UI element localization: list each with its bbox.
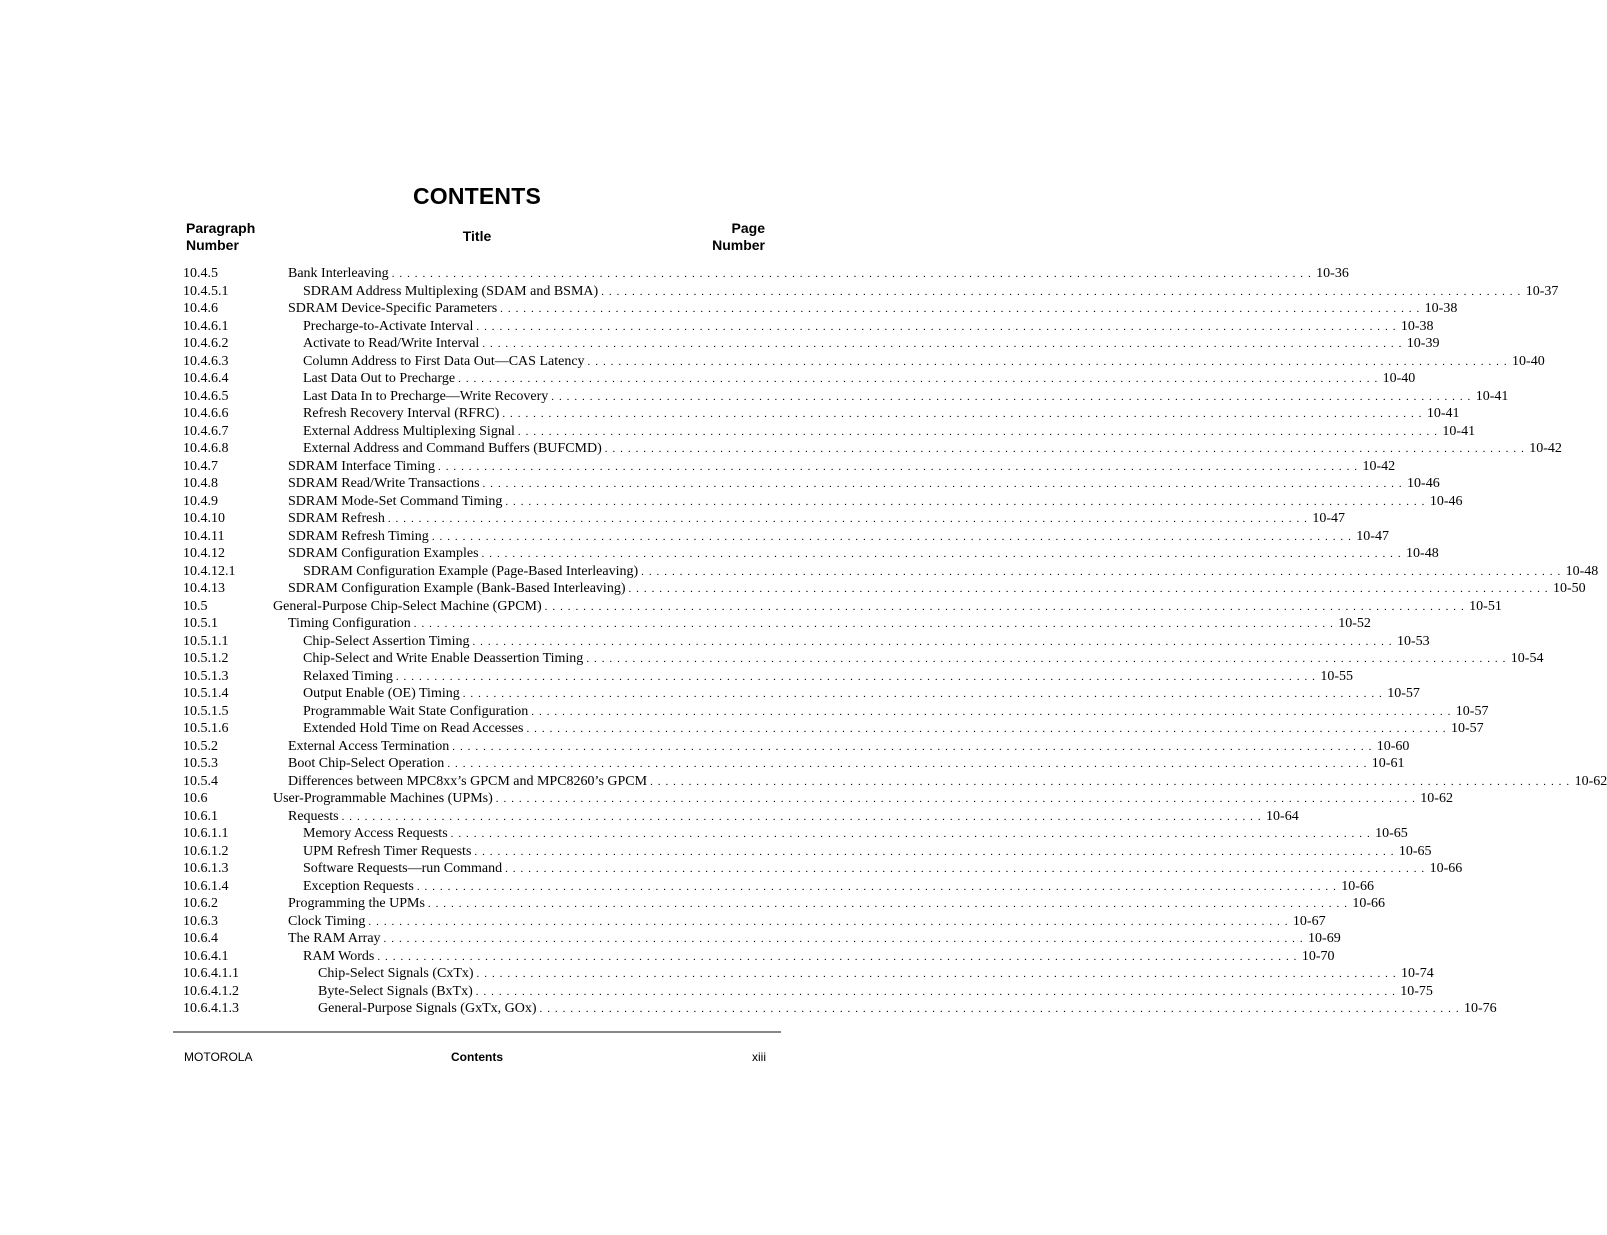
section-title: Relaxed Timing: [303, 668, 393, 684]
toc-entry: [183, 685, 1420, 703]
toc-entry-body: [303, 423, 1476, 442]
paragraph-number: 10.5: [183, 598, 208, 614]
section-title: Extended Hold Time on Read Accesses: [303, 721, 524, 736]
toc-entry-body: [303, 720, 1484, 739]
dot-leader: . . . . . . . . . . . . . . . . . . . . . . . . . . . . . . . . . . . . . . . . . . . . . . . . . . . . . . . . . . . . . . . . . . . . . . . . . . . . . . . . . . . . . . . . . . . . . . . . . . . . . . . . . . . . . . . . . . . . . . . .: [427, 898, 1349, 910]
page-number: 10-52: [1338, 616, 1371, 631]
toc-entry-body: [288, 458, 1396, 477]
toc-entry: [183, 563, 1599, 581]
toc-entry-body: [303, 563, 1599, 582]
section-title: Boot Chip-Select Operation: [288, 756, 445, 771]
toc-entry: [183, 983, 1433, 1001]
toc-entry: [183, 703, 1489, 721]
section-title: SDRAM Refresh Timing: [288, 528, 429, 544]
section-title: Chip-Select Signals (CxTx): [318, 966, 474, 981]
paragraph-number: 10.5.4: [183, 773, 218, 789]
paragraph-number: 10.6.1.1: [183, 826, 229, 841]
paragraph-number: 10.6.4.1.1: [183, 966, 239, 981]
dot-leader: . . . . . . . . . . . . . . . . . . . . . . . . . . . . . . . . . . . . . . . . . . . . . . . . . . . . . . . . . . . . . . . . . . . . . . . . . . . . . . . . . . . . . . . . . . . . . . . . . . . . . . . . . . . . . . . . . . . . . . . .: [462, 688, 1383, 700]
toc-entry-body: [303, 318, 1434, 337]
toc-entry-body: [288, 300, 1458, 319]
toc-entry: [183, 913, 1326, 931]
toc-entry: [183, 825, 1408, 843]
toc-entry: [183, 650, 1544, 668]
section-title: Clock Timing: [288, 913, 366, 929]
toc-entry-body: [303, 283, 1559, 302]
dot-leader: . . . . . . . . . . . . . . . . . . . . . . . . . . . . . . . . . . . . . . . . . . . . . . . . . . . . . . . . . . . . . . . . . . . . . . . . . . . . . . . . . . . . . . . . . . . . . . . . . . . . . . . . . . . . . . . . . . . . . . . .: [452, 740, 1373, 753]
section-title: Programming the UPMs: [288, 896, 425, 911]
page-title: CONTENTS: [412, 183, 542, 209]
toc-entry: [183, 773, 1607, 791]
toc-entry-body: [303, 335, 1440, 354]
page-number: 10-47: [1312, 511, 1345, 526]
paragraph-number: 10.4.9: [183, 493, 218, 509]
page-number: 10-75: [1400, 983, 1433, 999]
dot-leader: . . . . . . . . . . . . . . . . . . . . . . . . . . . . . . . . . . . . . . . . . . . . . . . . . . . . . . . . . . . . . . . . . . . . . . . . . . . . . . . . . . . . . . . . . . . . . . . . . . . . . . . . . . . . . . . . . . . . . . . .: [447, 758, 1368, 770]
section-title: General-Purpose Signals (GxTx, GOx): [318, 1001, 537, 1016]
section-title: Chip-Select Assertion Timing: [303, 633, 470, 649]
toc-entry: [183, 843, 1432, 861]
dot-leader: . . . . . . . . . . . . . . . . . . . . . . . . . . . . . . . . . . . . . . . . . . . . . . . . . . . . . . . . . . . . . . . . . . . . . . . . . . . . . . . . . . . . . . . . . . . . . . . . . . . . . . . . . . . . . . . . . . . . . . . .: [502, 408, 1423, 420]
paragraph-number: 10.4.12: [183, 546, 225, 561]
dot-leader: . . . . . . . . . . . . . . . . . . . . . . . . . . . . . . . . . . . . . . . . . . . . . . . . . . . . . . . . . . . . . . . . . . . . . . . . . . . . . . . . . . . . . . . . . . . . . . . . . . . . . . . . . . . . . . . . . . . . . . . .: [650, 775, 1571, 788]
dot-leader: . . . . . . . . . . . . . . . . . . . . . . . . . . . . . . . . . . . . . . . . . . . . . . . . . . . . . . . . . . . . . . . . . . . . . . . . . . . . . . . . . . . . . . . . . . . . . . . . . . . . . . . . . . . . . . . . . . . . . . . .: [551, 390, 1472, 403]
paragraph-number: 10.4.6.8: [183, 441, 229, 456]
dot-leader: . . . . . . . . . . . . . . . . . . . . . . . . . . . . . . . . . . . . . . . . . . . . . . . . . . . . . . . . . . . . . . . . . . . . . . . . . . . . . . . . . . . . . . . . . . . . . . . . . . . . . . . . . . . . . . . . . . . . . . . .: [413, 618, 1334, 630]
page-number: 10-62: [1420, 791, 1453, 806]
paragraph-number: 10.5.1.3: [183, 668, 229, 684]
toc-entry: [183, 353, 1545, 371]
page-number: 10-76: [1464, 1001, 1497, 1016]
toc-entry-body: [288, 755, 1405, 774]
page-number: 10-48: [1565, 563, 1599, 579]
toc-entry-body: [303, 878, 1374, 897]
section-title: Differences between MPC8xx’s GPCM and MPC8260’s GPCM: [288, 773, 648, 789]
dot-leader: . . . . . . . . . . . . . . . . . . . . . . . . . . . . . . . . . . . . . . . . . . . . . . . . . . . . . . . . . . . . . . . . . . . . . . . . . . . . . . . . . . . . . . . . . . . . . . . . . . . . . . . . . . . . . . . . . . . . . . . .: [517, 425, 1439, 438]
dot-leader: . . . . . . . . . . . . . . . . . . . . . . . . . . . . . . . . . . . . . . . . . . . . . . . . . . . . . . . . . . . . . . . . . . . . . . . . . . . . . . . . . . . . . . . . . . . . . . . . . . . . . . . . . . . . . . . . . . . . . . . .: [431, 530, 1352, 543]
dot-leader: . . . . . . . . . . . . . . . . . . . . . . . . . . . . . . . . . . . . . . . . . . . . . . . . . . . . . . . . . . . . . . . . . . . . . . . . . . . . . . . . . . . . . . . . . . . . . . . . . . . . . . . . . . . . . . . . . . . . . . . .: [395, 670, 1317, 683]
paragraph-number: 10.6.4.1.3: [183, 1001, 239, 1016]
dot-leader: . . . . . . . . . . . . . . . . . . . . . . . . . . . . . . . . . . . . . . . . . . . . . . . . . . . . . . . . . . . . . . . . . . . . . . . . . . . . . . . . . . . . . . . . . . . . . . . . . . . . . . . . . . . . . . . . . . . . . . . .: [481, 548, 1402, 560]
toc-entry: [183, 423, 1476, 441]
page-number: 10-36: [1316, 266, 1349, 281]
dot-leader: . . . . . . . . . . . . . . . . . . . . . . . . . . . . . . . . . . . . . . . . . . . . . . . . . . . . . . . . . . . . . . . . . . . . . . . . . . . . . . . . . . . . . . . . . . . . . . . . . . . . . . . . . . . . . . . . . . . . . . . .: [341, 810, 1262, 823]
page-number: 10-55: [1320, 668, 1354, 684]
dot-leader: . . . . . . . . . . . . . . . . . . . . . . . . . . . . . . . . . . . . . . . . . . . . . . . . . . . . . . . . . . . . . . . . . . . . . . . . . . . . . . . . . . . . . . . . . . . . . . . . . . . . . . . . . . . . . . . . . . . . . . . .: [495, 793, 1416, 805]
paragraph-number: 10.5.1.1: [183, 633, 229, 649]
toc-entry: [183, 948, 1335, 966]
section-title: SDRAM Mode-Set Command Timing: [288, 493, 503, 509]
section-title: Last Data Out to Precharge: [303, 371, 456, 386]
paragraph-number: 10.4.6.7: [183, 423, 229, 439]
page-number: 10-57: [1450, 721, 1484, 736]
toc-entry-body: [303, 650, 1544, 669]
page-number: 10-41: [1442, 423, 1476, 439]
toc-entry: [183, 370, 1416, 388]
paragraph-number: 10.4.6.2: [183, 336, 229, 351]
toc-entry: [183, 860, 1463, 878]
page-number: 10-62: [1574, 773, 1607, 789]
page-number: 10-53: [1396, 633, 1430, 649]
toc-entry-body: [318, 1000, 1497, 1019]
dot-leader: . . . . . . . . . . . . . . . . . . . . . . . . . . . . . . . . . . . . . . . . . . . . . . . . . . . . . . . . . . . . . . . . . . . . . . . . . . . . . . . . . . . . . . . . . . . . . . . . . . . . . . . . . . . . . . . . . . . . . . . .: [601, 285, 1522, 298]
dot-leader: . . . . . . . . . . . . . . . . . . . . . . . . . . . . . . . . . . . . . . . . . . . . . . . . . . . . . . . . . . . . . . . . . . . . . . . . . . . . . . . . . . . . . . . . . . . . . . . . . . . . . . . . . . . . . . . . . . . . . . . .: [450, 828, 1371, 840]
page-number: 10-41: [1426, 406, 1460, 421]
toc-entry: [183, 738, 1410, 756]
page-number: 10-42: [1362, 458, 1396, 474]
section-title: Programmable Wait State Configuration: [303, 703, 529, 719]
page-number: 10-65: [1398, 843, 1432, 859]
paragraph-number: 10.6.1.2: [183, 843, 229, 859]
dot-leader: . . . . . . . . . . . . . . . . . . . . . . . . . . . . . . . . . . . . . . . . . . . . . . . . . . . . . . . . . . . . . . . . . . . . . . . . . . . . . . . . . . . . . . . . . . . . . . . . . . . . . . . . . . . . . . . . . . . . . . . .: [628, 583, 1549, 595]
section-title: Exception Requests: [303, 878, 414, 894]
section-title: Byte-Select Signals (BxTx): [318, 983, 473, 999]
section-title: SDRAM Interface Timing: [288, 458, 435, 474]
toc-entry-body: [288, 265, 1349, 284]
dot-leader: . . . . . . . . . . . . . . . . . . . . . . . . . . . . . . . . . . . . . . . . . . . . . . . . . . . . . . . . . . . . . . . . . . . . . . . . . . . . . . . . . . . . . . . . . . . . . . . . . . . . . . . . . . . . . . . . . . . . . . . .: [641, 565, 1562, 578]
toc-entry-body: [303, 685, 1420, 704]
toc-entry: [183, 388, 1509, 406]
page-number: 10-66: [1341, 878, 1374, 894]
section-title: Timing Configuration: [288, 616, 411, 631]
paragraph-number: 10.4.6.4: [183, 371, 229, 386]
page-number: 10-46: [1429, 493, 1463, 509]
page-number: 10-51: [1469, 598, 1502, 614]
page-number: 10-50: [1552, 581, 1586, 596]
toc-entry-body: [303, 353, 1545, 372]
toc-entry: [183, 633, 1430, 651]
dot-leader: . . . . . . . . . . . . . . . . . . . . . . . . . . . . . . . . . . . . . . . . . . . . . . . . . . . . . . . . . . . . . . . . . . . . . . . . . . . . . . . . . . . . . . . . . . . . . . . . . . . . . . . . . . . . . . . . . . . . . . . .: [544, 600, 1465, 613]
footer-publisher: MOTOROLA: [184, 1050, 253, 1064]
toc-entry-body: [273, 598, 1502, 617]
paragraph-number: 10.5.1.4: [183, 686, 229, 701]
page-number: 10-70: [1301, 948, 1335, 964]
toc-entry-body: [288, 615, 1371, 634]
toc-entry: [183, 720, 1484, 738]
toc-entry-body: [303, 860, 1463, 879]
toc-entry: [183, 668, 1354, 686]
toc-entry: [183, 300, 1458, 318]
toc-entry-body: [288, 773, 1607, 792]
dot-leader: . . . . . . . . . . . . . . . . . . . . . . . . . . . . . . . . . . . . . . . . . . . . . . . . . . . . . . . . . . . . . . . . . . . . . . . . . . . . . . . . . . . . . . . . . . . . . . . . . . . . . . . . . . . . . . . . . . . . . . . .: [500, 303, 1421, 315]
header-label: Paragraph: [186, 220, 256, 236]
paragraph-number: 10.4.6.6: [183, 406, 229, 421]
section-title: Chip-Select and Write Enable Deassertion Timing: [303, 651, 584, 666]
page-number: 10-54: [1510, 651, 1544, 666]
toc-entry: [183, 878, 1374, 896]
toc-entry-body: [303, 668, 1354, 687]
paragraph-number: 10.5.1.5: [183, 703, 229, 719]
page-number: 10-61: [1371, 756, 1405, 771]
paragraph-number: 10.4.6.5: [183, 388, 229, 404]
toc-entry-body: [288, 738, 1410, 757]
toc-entry-body: [303, 633, 1430, 652]
paragraph-number: 10.4.13: [183, 581, 225, 596]
paragraph-number: 10.4.7: [183, 458, 218, 474]
footer-page-number: xiii: [752, 1050, 766, 1064]
paragraph-number: 10.4.8: [183, 476, 218, 491]
toc-entry-body: [303, 825, 1408, 844]
section-title: General-Purpose Chip-Select Machine (GPCM): [273, 598, 542, 614]
page-number: 10-41: [1475, 388, 1509, 404]
page-number: 10-38: [1424, 301, 1458, 316]
header-label: Number: [186, 237, 239, 253]
toc-entry: [183, 790, 1453, 808]
paragraph-number: 10.6.1: [183, 808, 218, 824]
section-title: Bank Interleaving: [288, 266, 389, 281]
page-number: 10-46: [1407, 476, 1440, 491]
page-number: 10-66: [1352, 896, 1386, 911]
toc-entry: [183, 930, 1341, 948]
page-number: 10-57: [1387, 686, 1420, 701]
toc-entry-body: [318, 983, 1433, 1002]
toc-entry: [183, 808, 1299, 826]
section-title: SDRAM Configuration Example (Page-Based Interleaving): [303, 563, 639, 579]
page-number: 10-69: [1308, 931, 1341, 946]
page-number: 10-38: [1400, 318, 1434, 334]
footer-divider: [173, 1031, 781, 1033]
toc-entry-body: [288, 895, 1386, 914]
section-title: SDRAM Read/Write Transactions: [288, 476, 480, 491]
toc-entry: [183, 755, 1405, 773]
table-of-contents: [183, 265, 1607, 1018]
dot-leader: . . . . . . . . . . . . . . . . . . . . . . . . . . . . . . . . . . . . . . . . . . . . . . . . . . . . . . . . . . . . . . . . . . . . . . . . . . . . . . . . . . . . . . . . . . . . . . . . . . . . . . . . . . . . . . . . . . . . . . . .: [505, 863, 1426, 875]
toc-entry-body: [288, 913, 1326, 932]
page-number: 10-60: [1376, 738, 1410, 754]
section-title: RAM Words: [303, 948, 375, 964]
dot-leader: . . . . . . . . . . . . . . . . . . . . . . . . . . . . . . . . . . . . . . . . . . . . . . . . . . . . . . . . . . . . . . . . . . . . . . . . . . . . . . . . . . . . . . . . . . . . . . . . . . . . . . . . . . . . . . . . . . . . . . . .: [539, 1003, 1460, 1015]
toc-entry-body: [318, 965, 1434, 984]
page-number: 10-47: [1356, 528, 1389, 544]
section-title: UPM Refresh Timer Requests: [303, 843, 472, 859]
toc-entry-body: [303, 440, 1562, 459]
toc-entry-body: [303, 405, 1460, 424]
page-number: 10-42: [1529, 441, 1562, 456]
page-number: 10-74: [1401, 966, 1434, 981]
toc-entry-body: [288, 493, 1463, 512]
dot-leader: . . . . . . . . . . . . . . . . . . . . . . . . . . . . . . . . . . . . . . . . . . . . . . . . . . . . . . . . . . . . . . . . . . . . . . . . . . . . . . . . . . . . . . . . . . . . . . . . . . . . . . . . . . . . . . . . . . . . . . . .: [383, 933, 1304, 945]
section-title: Refresh Recovery Interval (RFRC): [303, 406, 500, 421]
section-title: External Address Multiplexing Signal: [303, 423, 515, 439]
dot-leader: . . . . . . . . . . . . . . . . . . . . . . . . . . . . . . . . . . . . . . . . . . . . . . . . . . . . . . . . . . . . . . . . . . . . . . . . . . . . . . . . . . . . . . . . . . . . . . . . . . . . . . . . . . . . . . . . . . . . . . . .: [391, 268, 1312, 280]
toc-entry: [183, 580, 1586, 598]
section-title: User-Programmable Machines (UPMs): [273, 791, 493, 806]
page-number: 10-67: [1292, 913, 1326, 929]
toc-entry: [183, 545, 1439, 563]
toc-entry: [183, 440, 1562, 458]
toc-entry-body: [303, 843, 1432, 862]
section-title: Precharge-to-Activate Interval: [303, 318, 474, 334]
paragraph-number: 10.4.5.1: [183, 283, 229, 299]
header-label: Number: [712, 237, 765, 253]
dot-leader: . . . . . . . . . . . . . . . . . . . . . . . . . . . . . . . . . . . . . . . . . . . . . . . . . . . . . . . . . . . . . . . . . . . . . . . . . . . . . . . . . . . . . . . . . . . . . . . . . . . . . . . . . . . . . . . . . . . . . . . .: [476, 968, 1397, 980]
dot-leader: . . . . . . . . . . . . . . . . . . . . . . . . . . . . . . . . . . . . . . . . . . . . . . . . . . . . . . . . . . . . . . . . . . . . . . . . . . . . . . . . . . . . . . . . . . . . . . . . . . . . . . . . . . . . . . . . . . . . . . . .: [505, 495, 1426, 508]
toc-entry: [183, 405, 1460, 423]
paragraph-number: 10.6.1.4: [183, 878, 229, 894]
toc-entry-body: [288, 475, 1440, 494]
page-number: 10-40: [1382, 371, 1416, 386]
page-number: 10-39: [1406, 336, 1440, 351]
section-title: Software Requests—run Command: [303, 861, 503, 876]
section-title: SDRAM Configuration Example (Bank-Based Interleaving): [288, 581, 626, 596]
dot-leader: . . . . . . . . . . . . . . . . . . . . . . . . . . . . . . . . . . . . . . . . . . . . . . . . . . . . . . . . . . . . . . . . . . . . . . . . . . . . . . . . . . . . . . . . . . . . . . . . . . . . . . . . . . . . . . . . . . . . . . . .: [526, 723, 1447, 735]
toc-entry: [183, 598, 1502, 616]
toc-entry-body: [288, 510, 1345, 529]
paragraph-number: 10.6: [183, 791, 208, 806]
paragraph-number: 10.4.6: [183, 301, 218, 316]
section-title: SDRAM Configuration Examples: [288, 546, 479, 561]
dot-leader: . . . . . . . . . . . . . . . . . . . . . . . . . . . . . . . . . . . . . . . . . . . . . . . . . . . . . . . . . . . . . . . . . . . . . . . . . . . . . . . . . . . . . . . . . . . . . . . . . . . . . . . . . . . . . . . . . . . . . . . .: [482, 478, 1403, 490]
header-label: Page: [731, 220, 765, 236]
section-title: SDRAM Refresh: [288, 511, 385, 526]
section-title: External Access Termination: [288, 738, 450, 754]
paragraph-number: 10.4.11: [183, 528, 225, 544]
section-title: The RAM Array: [288, 931, 381, 946]
toc-entry: [183, 265, 1349, 283]
toc-entry-body: [288, 580, 1586, 599]
paragraph-number: 10.6.1.3: [183, 861, 229, 876]
toc-entry: [183, 528, 1389, 546]
toc-entry: [183, 283, 1559, 301]
page-number: 10-65: [1375, 826, 1408, 841]
toc-entry: [183, 318, 1434, 336]
toc-entry-body: [273, 790, 1453, 809]
toc-entry-body: [288, 545, 1439, 564]
toc-entry: [183, 1000, 1497, 1018]
dot-leader: . . . . . . . . . . . . . . . . . . . . . . . . . . . . . . . . . . . . . . . . . . . . . . . . . . . . . . . . . . . . . . . . . . . . . . . . . . . . . . . . . . . . . . . . . . . . . . . . . . . . . . . . . . . . . . . . . . . . . . . .: [586, 653, 1507, 665]
page-number: 10-48: [1406, 546, 1439, 561]
page-number: 10-66: [1429, 861, 1463, 876]
dot-leader: . . . . . . . . . . . . . . . . . . . . . . . . . . . . . . . . . . . . . . . . . . . . . . . . . . . . . . . . . . . . . . . . . . . . . . . . . . . . . . . . . . . . . . . . . . . . . . . . . . . . . . . . . . . . . . . . . . . . . . . .: [368, 915, 1289, 928]
dot-leader: . . . . . . . . . . . . . . . . . . . . . . . . . . . . . . . . . . . . . . . . . . . . . . . . . . . . . . . . . . . . . . . . . . . . . . . . . . . . . . . . . . . . . . . . . . . . . . . . . . . . . . . . . . . . . . . . . . . . . . . .: [377, 950, 1298, 963]
paragraph-number: 10.5.1: [183, 616, 218, 631]
toc-entry-body: [288, 528, 1389, 547]
section-title: SDRAM Address Multiplexing (SDAM and BSMA): [303, 283, 599, 299]
page-number: 10-57: [1455, 703, 1489, 719]
paragraph-number: 10.5.1.6: [183, 721, 229, 736]
dot-leader: . . . . . . . . . . . . . . . . . . . . . . . . . . . . . . . . . . . . . . . . . . . . . . . . . . . . . . . . . . . . . . . . . . . . . . . . . . . . . . . . . . . . . . . . . . . . . . . . . . . . . . . . . . . . . . . . . . . . . . . .: [472, 635, 1393, 648]
section-title: Column Address to First Data Out—CAS Latency: [303, 353, 585, 369]
paragraph-number: 10.4.6.1: [183, 318, 229, 334]
dot-leader: . . . . . . . . . . . . . . . . . . . . . . . . . . . . . . . . . . . . . . . . . . . . . . . . . . . . . . . . . . . . . . . . . . . . . . . . . . . . . . . . . . . . . . . . . . . . . . . . . . . . . . . . . . . . . . . . . . . . . . . .: [458, 373, 1379, 385]
toc-entry-body: [303, 388, 1509, 407]
toc-entry-body: [303, 703, 1489, 722]
paragraph-number: 10.6.4.1: [183, 948, 229, 964]
paragraph-number: 10.6.4.1.2: [183, 983, 239, 999]
toc-entry: [183, 895, 1386, 913]
toc-entry: [183, 965, 1434, 983]
paragraph-number: 10.6.2: [183, 896, 218, 911]
dot-leader: . . . . . . . . . . . . . . . . . . . . . . . . . . . . . . . . . . . . . . . . . . . . . . . . . . . . . . . . . . . . . . . . . . . . . . . . . . . . . . . . . . . . . . . . . . . . . . . . . . . . . . . . . . . . . . . . . . . . . . . .: [531, 705, 1452, 718]
page-number: 10-40: [1512, 353, 1545, 369]
dot-leader: . . . . . . . . . . . . . . . . . . . . . . . . . . . . . . . . . . . . . . . . . . . . . . . . . . . . . . . . . . . . . . . . . . . . . . . . . . . . . . . . . . . . . . . . . . . . . . . . . . . . . . . . . . . . . . . . . . . . . . . .: [604, 443, 1525, 455]
dot-leader: . . . . . . . . . . . . . . . . . . . . . . . . . . . . . . . . . . . . . . . . . . . . . . . . . . . . . . . . . . . . . . . . . . . . . . . . . . . . . . . . . . . . . . . . . . . . . . . . . . . . . . . . . . . . . . . . . . . . . . . .: [475, 985, 1396, 998]
paragraph-number: 10.6.3: [183, 913, 218, 929]
paragraph-number: 10.4.10: [183, 511, 225, 526]
paragraph-number: 10.5.3: [183, 756, 218, 771]
toc-entry-body: [303, 370, 1416, 389]
paragraph-number: 10.5.1.2: [183, 651, 229, 666]
section-title: Output Enable (OE) Timing: [303, 686, 460, 701]
title-header: Title: [462, 228, 492, 244]
section-title: External Address and Command Buffers (BUFCMD): [303, 441, 602, 456]
page-number-header: [660, 220, 765, 254]
dot-leader: . . . . . . . . . . . . . . . . . . . . . . . . . . . . . . . . . . . . . . . . . . . . . . . . . . . . . . . . . . . . . . . . . . . . . . . . . . . . . . . . . . . . . . . . . . . . . . . . . . . . . . . . . . . . . . . . . . . . . . . .: [416, 880, 1337, 893]
toc-entry-body: [303, 948, 1335, 967]
dot-leader: . . . . . . . . . . . . . . . . . . . . . . . . . . . . . . . . . . . . . . . . . . . . . . . . . . . . . . . . . . . . . . . . . . . . . . . . . . . . . . . . . . . . . . . . . . . . . . . . . . . . . . . . . . . . . . . . . . . . . . . .: [438, 460, 1359, 473]
page-number: 10-37: [1525, 283, 1559, 299]
toc-entry: [183, 335, 1440, 353]
toc-entry-body: [288, 808, 1299, 827]
dot-leader: . . . . . . . . . . . . . . . . . . . . . . . . . . . . . . . . . . . . . . . . . . . . . . . . . . . . . . . . . . . . . . . . . . . . . . . . . . . . . . . . . . . . . . . . . . . . . . . . . . . . . . . . . . . . . . . . . . . . . . . .: [387, 513, 1308, 525]
dot-leader: . . . . . . . . . . . . . . . . . . . . . . . . . . . . . . . . . . . . . . . . . . . . . . . . . . . . . . . . . . . . . . . . . . . . . . . . . . . . . . . . . . . . . . . . . . . . . . . . . . . . . . . . . . . . . . . . . . . . . . . .: [476, 320, 1397, 333]
section-title: Activate to Read/Write Interval: [303, 336, 480, 351]
section-title: SDRAM Device-Specific Parameters: [288, 301, 498, 316]
dot-leader: . . . . . . . . . . . . . . . . . . . . . . . . . . . . . . . . . . . . . . . . . . . . . . . . . . . . . . . . . . . . . . . . . . . . . . . . . . . . . . . . . . . . . . . . . . . . . . . . . . . . . . . . . . . . . . . . . . . . . . . .: [482, 338, 1403, 350]
paragraph-number: 10.6.4: [183, 931, 218, 946]
dot-leader: . . . . . . . . . . . . . . . . . . . . . . . . . . . . . . . . . . . . . . . . . . . . . . . . . . . . . . . . . . . . . . . . . . . . . . . . . . . . . . . . . . . . . . . . . . . . . . . . . . . . . . . . . . . . . . . . . . . . . . . .: [587, 355, 1508, 368]
toc-entry: [183, 615, 1371, 633]
toc-entry: [183, 475, 1440, 493]
paragraph-number: 10.4.6.3: [183, 353, 229, 369]
footer-section-name: Contents: [451, 1050, 503, 1064]
page-number: 10-64: [1266, 808, 1299, 824]
section-title: Requests: [288, 808, 339, 824]
paragraph-number: 10.5.2: [183, 738, 218, 754]
toc-entry: [183, 510, 1345, 528]
toc-entry-body: [288, 930, 1341, 949]
toc-entry: [183, 493, 1463, 511]
paragraph-number: 10.4.12.1: [183, 563, 236, 579]
toc-entry: [183, 458, 1396, 476]
paragraph-number: 10.4.5: [183, 266, 218, 281]
section-title: Last Data In to Precharge—Write Recovery: [303, 388, 549, 404]
dot-leader: . . . . . . . . . . . . . . . . . . . . . . . . . . . . . . . . . . . . . . . . . . . . . . . . . . . . . . . . . . . . . . . . . . . . . . . . . . . . . . . . . . . . . . . . . . . . . . . . . . . . . . . . . . . . . . . . . . . . . . . .: [474, 845, 1395, 858]
section-title: Memory Access Requests: [303, 826, 448, 841]
